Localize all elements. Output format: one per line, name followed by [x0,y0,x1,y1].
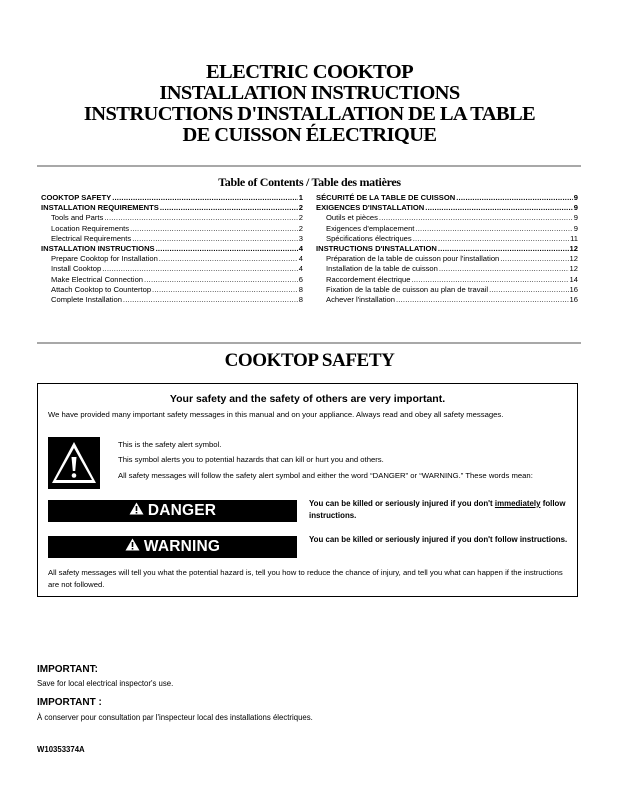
toc-entry [41,285,303,295]
toc-entry [41,234,303,244]
danger-label: DANGER [147,502,217,519]
toc-entry [41,295,303,305]
toc-leader-dots [102,264,298,274]
title-line-3: INSTRUCTIONS D'INSTALLATION DE LA TABLE [83,103,536,125]
toc-entry-label: INSTALLATION INSTRUCTIONS [41,243,155,253]
toc-leader-dots [159,254,298,264]
danger-text-start: You can be killed or seriously injured if you don't [309,499,495,508]
toc-entry [316,193,578,203]
toc-entry-label: Tools and Parts [51,213,104,223]
toc-entry-label: Prepare Cooktop for Installation [51,254,158,264]
toc-entry-page: 2 [298,223,303,233]
toc-entry [41,264,303,274]
toc-entry [316,295,578,305]
title-line-4: DE CUISSON ÉLECTRIQUE [182,124,437,146]
toc-entry-page: 1 [298,193,303,202]
toc-leader-dots [104,213,297,223]
warning-banner [48,536,297,558]
toc-entry [316,285,578,295]
toc-entry [41,213,303,223]
toc-entry-page: 12 [569,254,578,264]
toc-entry-page: 9 [573,203,578,213]
title-divider [37,165,581,167]
toc-entry-label: Make Electrical Connection [51,274,144,284]
toc-entry [41,203,303,213]
toc-entry-label: INSTRUCTIONS D'INSTALLATION [316,243,437,253]
document-number: W10353374A [37,745,85,754]
toc-entry-page: 12 [569,264,578,274]
toc-entry-page: 2 [298,203,303,213]
toc-entry [41,254,303,264]
safety-alert-icon [48,437,100,489]
toc-entry [316,224,578,234]
toc-leader-dots [396,295,569,305]
warning-description: You can be killed or seriously injured if you don't follow instructions. [309,535,568,544]
warning-triangle-icon [125,538,140,556]
toc-entry-label: COOKTOP SAFETY [41,193,112,202]
toc-entry-label: Achever l'installation [326,294,395,304]
toc-leader-dots [123,295,298,305]
toc-entry-page: 3 [298,233,303,243]
toc-title: Table of Contents / Table des matières [218,175,401,189]
toc-entry-page: 4 [298,254,303,264]
toc-leader-dots [130,224,298,234]
toc-entry-label: Install Cooktop [51,264,102,274]
toc-left-column [41,193,303,305]
toc-entry [316,264,578,274]
toc-leader-dots [144,275,298,285]
section-divider [37,342,581,344]
toc-leader-dots [132,234,298,244]
danger-description [309,498,574,521]
toc-entry-label: Location Requirements [51,223,130,233]
toc-entry-label: INSTALLATION REQUIREMENTS [41,203,159,213]
toc-leader-dots [112,193,298,203]
toc-leader-dots [413,234,569,244]
toc-entry-page: 9 [573,223,578,233]
toc-entry-label: EXIGENCES D'INSTALLATION [316,203,425,213]
toc-entry-label: Attach Cooktop to Countertop [51,284,152,294]
danger-text-emphasis: immediately [494,499,541,508]
safety-box-heading: Your safety and the safety of others are very important. [169,393,446,405]
toc-entry [316,275,578,285]
alert-symbol-explanation [118,439,558,485]
toc-leader-dots [152,285,298,295]
toc-leader-dots [489,285,568,295]
safety-intro: We have provided many important safety messages in this manual and on your appliance. Always read and obey all safety messages. [48,410,504,419]
document-title [0,62,619,146]
toc-entry-page: 6 [298,274,303,284]
toc-entry-label: Préparation de la table de cuisson pour l'installation [326,254,500,264]
toc-entry [41,224,303,234]
toc-right-column [316,193,578,305]
toc-entry-page: 8 [298,284,303,294]
toc-entry [316,234,578,244]
toc-entry [41,244,303,254]
safety-box [37,383,578,597]
safety-outro: All safety messages will tell you what the potential hazard is, tell you how to reduce the chance of injury, and tell you what can happen if the instructions are not followed. [48,568,563,589]
toc-entry [316,244,578,254]
toc-entry-label: Complete Installation [51,294,122,304]
toc-leader-dots [160,203,298,213]
toc-entry-page: 9 [573,193,578,202]
alert-line-1: This is the safety alert symbol. [118,440,222,449]
toc-entry-page: 9 [573,213,578,223]
title-line-2: INSTALLATION INSTRUCTIONS [159,82,460,104]
important-heading-fr: IMPORTANT : [37,697,102,708]
toc-entry-page: 8 [298,294,303,304]
toc-entry-page: 12 [569,243,578,253]
important-text-en: Save for local electrical inspector's use. [37,679,174,688]
section-title: COOKTOP SAFETY [224,350,395,371]
toc-entry-page: 11 [570,233,578,243]
toc-entry-label: Raccordement électrique [326,274,411,284]
toc-leader-dots [411,275,568,285]
toc-entry-label: Electrical Requirements [51,233,132,243]
toc-leader-dots [415,224,572,234]
alert-line-2: This symbol alerts you to potential hazards that can kill or hurt you and others. [118,455,384,465]
toc-leader-dots [379,213,573,223]
title-line-1: ELECTRIC COOKTOP [205,61,414,83]
important-heading-en: IMPORTANT: [37,664,98,675]
toc-entry-page: 2 [298,213,303,223]
toc-entry-page: 14 [569,274,578,284]
toc-entry-page: 16 [569,284,578,294]
toc-entry [316,213,578,223]
toc-entry [41,275,303,285]
toc-entry-label: Installation de la table de cuisson [326,264,438,274]
toc-leader-dots [456,193,573,203]
toc-entry [316,254,578,264]
warning-triangle-icon [129,502,144,520]
toc-entry-label: SÉCURITÉ DE LA TABLE DE CUISSON [316,193,456,202]
toc-leader-dots [500,254,568,264]
toc-leader-dots [156,244,298,254]
danger-banner [48,500,297,522]
toc-leader-dots [425,203,573,213]
toc-entry-page: 16 [569,294,578,304]
toc-leader-dots [438,244,569,254]
danger-text-end: follow instructions. [309,499,566,520]
toc-entry-page: 4 [298,264,303,274]
toc-entry [316,203,578,213]
toc-entry-label: Exigences d'emplacement [326,223,415,233]
important-text-fr: À conserver pour consultation par l'inspecteur local des installations électriques. [37,713,313,722]
alert-line-3: All safety messages will follow the safety alert symbol and either the word “DANGER” or “WARNING.” These words mean: [118,470,533,480]
toc-entry [41,193,303,203]
toc-entry-label: Outils et pièces [326,213,378,223]
warning-label: WARNING [143,538,221,555]
toc-leader-dots [439,264,569,274]
toc-entry-page: 4 [298,243,303,253]
toc-entry-label: Spécifications électriques [326,233,412,243]
toc-entry-label: Fixation de la table de cuisson au plan de travail [326,284,489,294]
